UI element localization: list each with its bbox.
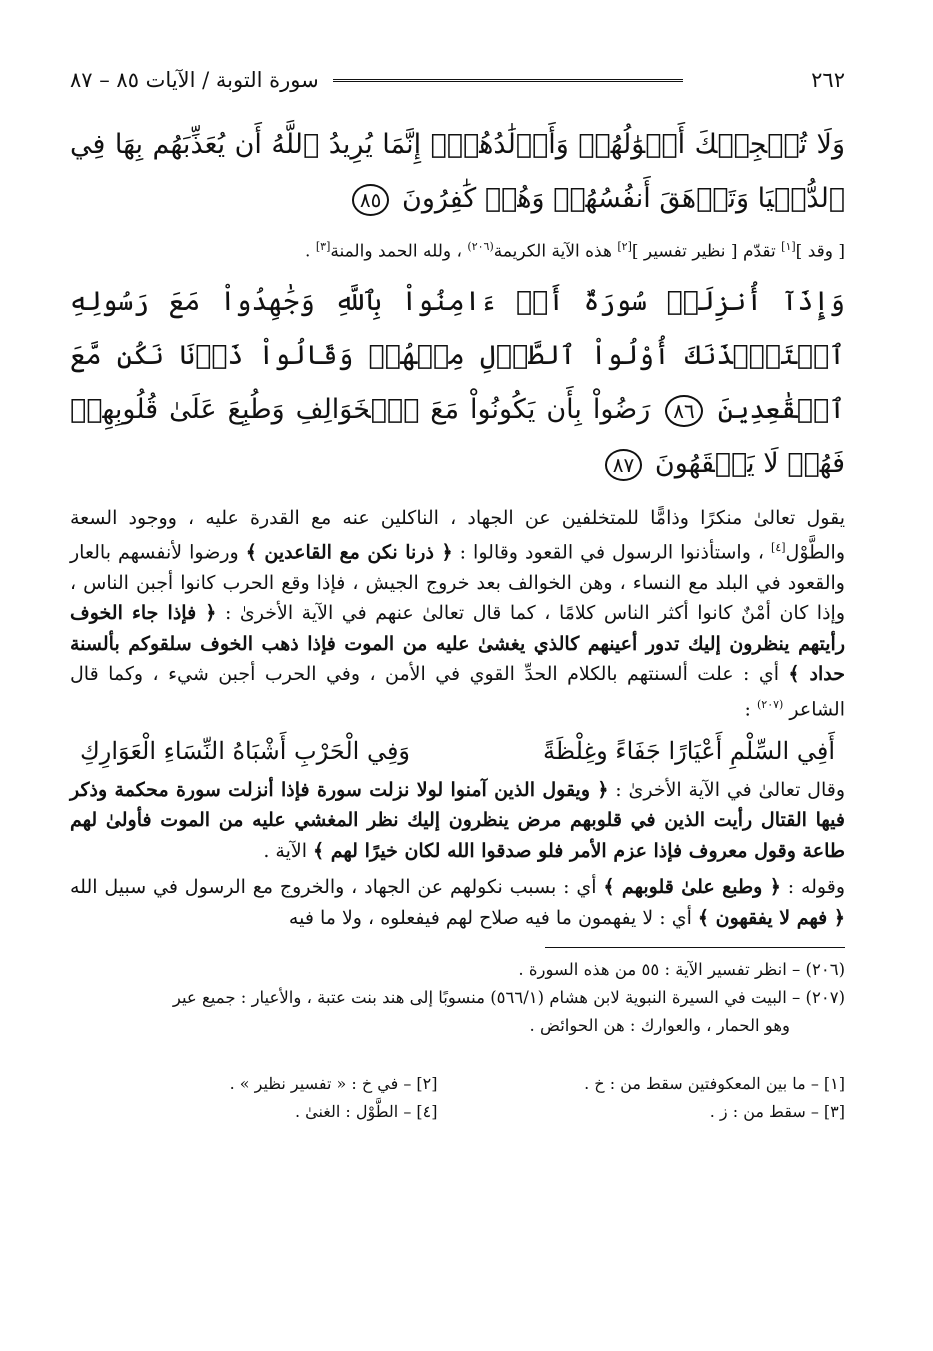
surah-title: سورة التوبة / الآيات ٨٥ – ٨٧ [70, 68, 319, 92]
footnote-207: (٢٠٧) – البيت في السيرة النبوية لابن هشام (٥٦٦/١) منسوبًا إلى هند بنت عتبة ، والأعيار : جميع عير [172, 988, 845, 1008]
variant-marker: [١] [781, 240, 796, 253]
variant-marker: [٣] [315, 240, 331, 253]
header-title-group [70, 68, 683, 92]
tafsir-text: ورضوا لأنفسهم بالعار والقعود في البلد مع النساء ، وهن الخوالف بعد خروج الجيش ، فإذا وقع الحرب كانوا أجبن الناس ، وإذا كان أمْنٌ كانوا أكثر الناس كلامًا ، كما قال تعالىٰ عنهم في الآية الأخرىٰ : [70, 541, 845, 625]
tafsir-text: الآية . [263, 839, 314, 862]
note-text: [ وقد ] [795, 241, 845, 262]
tafsir-text: أي : بسبب نكولهم عن الجهاد ، والخروج مع الرسول في سبيل الله [70, 876, 604, 899]
verses-86-87 [70, 275, 845, 491]
quran-quote: ﴿ فهم لا يفقهون ﴾ [697, 906, 845, 929]
variant-note-1: [١] – ما بين المعكوفتين سقط من : خ . [584, 1074, 845, 1094]
variant-note-3: [٣] – سقط من : ز . [709, 1102, 845, 1122]
poem-first-hemistich: أَفِي السِّلْمِ أَعْيَارًا جَفَاءً وغِلْظَةً [543, 736, 835, 765]
tafsir-paragraph [70, 872, 845, 933]
editor-note [70, 232, 845, 267]
verse-number-marker: ٨٥ [352, 184, 389, 216]
verse-85 [70, 118, 845, 226]
tafsir-text: يقول تعالىٰ منكرًا وذامًّا للمتخلفين عن الجهاد ، الناكلين عنه مع القدرة عليه ، ووجود السعة والطَّوْل [70, 506, 845, 564]
poem-verse [70, 731, 845, 771]
manuscript-variants [70, 1070, 845, 1126]
tafsir-text: أي : لا يفهمون ما فيه صلاح لهم فيفعلوه ، ولا ما فيه [288, 906, 698, 929]
verse-87-text: رَضُواْ بِأَن يَكُونُواْ مَعَ ٱلۡخَوَالِفِ وَطُبِعَ عَلَىٰ قُلُوبِهِمۡ فَهُمۡ لَا يَفۡقَهُونَ [70, 393, 845, 479]
footnote-marker: (٢٠٧) [757, 697, 784, 711]
tafsir-text: أي : علت ألسنتهم بالكلام الحدِّ القوي في الأمن ، وفي الحرب أجبن شيء ، وكما قال الشاعر [70, 663, 845, 721]
tafsir-text: ، واستأذنوا الرسول في القعود وقالوا : [452, 541, 772, 564]
tafsir-paragraph [70, 775, 845, 867]
page-number: ٢٦٢ [811, 68, 845, 92]
tafsir-text: : [744, 698, 757, 721]
footnote-206: (٢٠٦) – انظر تفسير الآية : ٥٥ من هذه السورة . [518, 960, 845, 980]
quran-quote: ﴿ ويقول الذين آمنوا لولا نزلت سورة فإذا أنزلت سورة محكمة وذكر فيها القتال رأيت الذين في قلوبهم مرض ينظرون إليك نظر المغشي عليه من الموت فأولىٰ لهم طاعة وقول معروف فإذا عزم الأمر فلو صدقوا الله لكان خيرًا لهم ﴾ [70, 778, 845, 862]
variant-marker: [٤] [771, 541, 786, 555]
verse-number-marker: ٨٦ [665, 395, 702, 427]
tafsir-body [70, 503, 845, 934]
note-text: . [305, 241, 316, 262]
quran-quote: ﴿ فإذا جاء الخوف رأيتهم ينظرون إليك تدور أعينهم كالذي يغشىٰ عليه من الموت فإذا ذهب الخوف سلقوكم بألسنة حداد ﴾ [70, 602, 845, 686]
footnotes [70, 956, 845, 1040]
poem-second-hemistich: وَفِي الْحَرْبِ أَشْبَاهُ النِّسَاءِ الْعَوَارِكِ [80, 736, 411, 765]
running-header [70, 60, 845, 100]
tafsir-text: وقال تعالىٰ في الآية الأخرىٰ : [608, 778, 845, 801]
tafsir-paragraph [70, 503, 845, 725]
footnote-rule [545, 947, 845, 948]
tafsir-text: وقوله : [780, 876, 845, 899]
note-text: تقدّم [ نظير تفسير ] [631, 241, 782, 262]
note-text: هذه الآية الكريمة [493, 241, 618, 262]
footnote-207-continued: وهو الحمار ، والعوارك : هن الحوائض . [529, 1016, 790, 1036]
page [70, 60, 845, 1126]
quran-quote: ﴿ وطبع علىٰ قلوبهم ﴾ [603, 876, 781, 899]
verse-86-text: وَإِذَآ أُنزِلَتۡ سُورَةٌ أَنۡ ءَامِنُواْ بِٱللَّهِ وَجَٰهِدُواْ مَعَ رَسُولِهِ ٱسۡتَـٔۡذَنَكَ أُوْلُواْ ٱلطَّوۡلِ مِنۡهُمۡ وَقَالُواْ ذَرۡنَا نَكُن مَّعَ ٱلۡقَٰعِدِينَ [70, 285, 846, 425]
verse-number-marker: ٨٧ [605, 449, 642, 481]
verse-85-text: وَلَا تُعۡجِبۡكَ أَمۡوَٰلُهُمۡ وَأَوۡلَٰدُهُمۡۚ إِنَّمَا يُرِيدُ ٱللَّهُ أَن يُعَذِّبَهُم بِهَا فِي ٱلدُّنۡيَا وَتَزۡهَقَ أَنفُسُهُمۡ وَهُمۡ كَٰفِرُونَ [70, 129, 845, 214]
footnote-marker: (٢٠٦) [467, 240, 494, 253]
header-rule [333, 79, 683, 82]
variant-note-4: [٤] – الطَّوْل : الغنىٰ . [294, 1102, 438, 1122]
note-text: ، ولله الحمد والمنة [330, 241, 468, 262]
variant-note-2: [٢] – في خ : « تفسير نظير » . [229, 1074, 438, 1094]
quran-quote: ﴿ ذرنا نكن مع القاعدين ﴾ [245, 541, 453, 564]
variant-marker: [٢] [617, 240, 632, 253]
